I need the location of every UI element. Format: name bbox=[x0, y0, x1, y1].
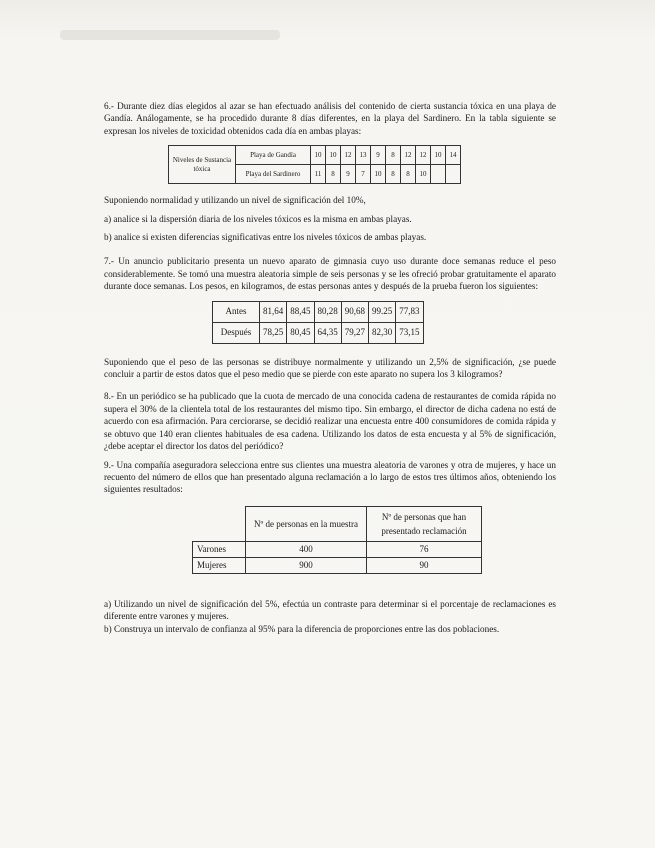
problem-8 bbox=[104, 390, 556, 452]
problem-6-part-b: b) analice si existen diferencias significativas entre los niveles tóxicos de ambas playas. bbox=[104, 232, 427, 243]
gandia-value: 12 bbox=[341, 146, 356, 165]
claims-value: 76 bbox=[367, 541, 482, 557]
gandia-value: 12 bbox=[416, 146, 431, 165]
sardinero-value bbox=[446, 165, 461, 184]
gandia-value: 9 bbox=[371, 146, 386, 165]
claims-value: 90 bbox=[367, 557, 482, 573]
gandia-value: 12 bbox=[401, 146, 416, 165]
sardinero-value: 8 bbox=[386, 165, 401, 184]
before-value: 80,28 bbox=[314, 301, 341, 322]
sardinero-value: 8 bbox=[326, 165, 341, 184]
problem-6-part-a: a) analice si la dispersión diaria de los niveles tóxicos es la misma en ambas playas. bbox=[104, 213, 412, 224]
after-value: 82,30 bbox=[369, 322, 396, 343]
sample-size-value: 400 bbox=[246, 541, 367, 557]
gandia-value: 14 bbox=[446, 146, 461, 165]
gandia-value: 13 bbox=[356, 146, 371, 165]
problem-9-statement: 9.- Una compañía aseguradora selecciona entre sus clientes una muestra aleatoria de varones y otra de mujeres, y hace un recuento del número de ellos que han presentado alguna reclamación a lo largo de estos tres últimos años, obteniendo los siguientes resultados: bbox=[104, 459, 556, 495]
problem-8-statement: 8.- En un periódico se ha publicado que la cuota de mercado de una conocida cadena de restaurantes de comida rápida no supera el 30% de la clientela total de los restaurantes del mismo tipo. Sin embargo, el director de dicha cadena no está de acuerdo con esa afirmación. Para cerciorarse, se decidió realizar una encuesta entre 400 consumidores de comida rápida y se obtuvo que 140 eran clientes habituales de esa cadena. Utilizando los datos de esta encuesta y al 5% de significación, ¿debe aceptar el director los datos del periódico? bbox=[104, 391, 556, 452]
problem-6-statement: 6.- Durante diez días elegidos al azar se han efectuado análisis del contenido de cierta sustancia tóxica en una playa de Gandía. Análogamente, se ha procedido durante 8 días diferentes, en la playa del Sardinero. En la tabla siguiente se expresan los niveles de toxicidad obtenidos cada día en ambas playas: bbox=[104, 101, 556, 136]
after-value: 80,45 bbox=[287, 322, 314, 343]
sardinero-value: 8 bbox=[401, 165, 416, 184]
before-value: 99.25 bbox=[369, 301, 396, 322]
after-value: 64,35 bbox=[314, 322, 341, 343]
before-value: 81,64 bbox=[260, 301, 287, 322]
before-value: 90,68 bbox=[341, 301, 368, 322]
toxicity-table bbox=[168, 145, 461, 184]
problem-9-part-b: b) Construya un intervalo de confianza al 95% para la diferencia de proporciones entre las dos poblaciones. bbox=[104, 623, 500, 634]
gandia-value: 8 bbox=[386, 146, 401, 165]
gandia-value: 10 bbox=[431, 146, 446, 165]
sample-size-value: 900 bbox=[246, 557, 367, 573]
sardinero-value: 7 bbox=[356, 165, 371, 184]
before-label: Antes bbox=[213, 301, 260, 322]
document-content bbox=[104, 100, 556, 635]
problem-6 bbox=[104, 100, 556, 243]
after-label: Después bbox=[213, 322, 260, 343]
sample-size-header: Nº de personas en la muestra bbox=[246, 506, 367, 541]
sardinero-value bbox=[431, 165, 446, 184]
problem-6-assumption: Suponiendo normalidad y utilizando un nivel de significación del 10%, bbox=[104, 195, 366, 206]
sardinero-value: 10 bbox=[416, 165, 431, 184]
sardinero-value: 9 bbox=[341, 165, 356, 184]
gandia-value: 10 bbox=[326, 146, 341, 165]
after-value: 73,15 bbox=[396, 322, 423, 343]
problem-9 bbox=[104, 459, 556, 635]
after-value: 78,25 bbox=[260, 322, 287, 343]
sardinero-value: 11 bbox=[311, 165, 326, 184]
sardinero-value: 10 bbox=[371, 165, 386, 184]
claims-header: Nº de personas que han presentado reclamación bbox=[367, 506, 482, 541]
after-value: 79,27 bbox=[341, 322, 368, 343]
toxicity-row-label: Niveles de Sustancia tóxica bbox=[169, 146, 236, 184]
problem-7 bbox=[104, 255, 556, 380]
before-value: 77,83 bbox=[396, 301, 423, 322]
claims-row-label: Mujeres bbox=[193, 557, 246, 573]
scan-smudge bbox=[60, 30, 280, 40]
problem-7-question: Suponiendo que el peso de las personas se distribuye normalmente y utilizando un 2,5% de significación, ¿se puede concluir a partir de estos datos que el peso medio que se pierde con este aparato no supera los 3 kilogramos? bbox=[104, 356, 556, 380]
gandia-value: 10 bbox=[311, 146, 326, 165]
problem-7-statement: 7.- Un anuncio publicitario presenta un nuevo aparato de gimnasia cuyo uso durante doce semanas reduce el peso considerablemente. Se tomó una muestra aleatoria simple de seis personas y se les ofreció probar gratuitamente el aparato durante doce semanas. Los pesos, en kilogramos, de estas personas antes y después de la prueba fueron los siguientes: bbox=[104, 256, 556, 292]
sardinero-label: Playa del Sardinero bbox=[236, 165, 311, 184]
claims-row-label: Varones bbox=[193, 541, 246, 557]
before-value: 88,45 bbox=[287, 301, 314, 322]
weights-table bbox=[212, 301, 424, 344]
gandia-label: Playa de Gandía bbox=[236, 146, 311, 165]
claims-table-corner bbox=[193, 506, 246, 541]
problem-9-part-a: a) Utilizando un nivel de significación del 5%, efectúa un contraste para determinar si el porcentaje de reclamaciones es diferente entre varones y mujeres. bbox=[104, 598, 556, 622]
claims-table bbox=[192, 506, 482, 574]
